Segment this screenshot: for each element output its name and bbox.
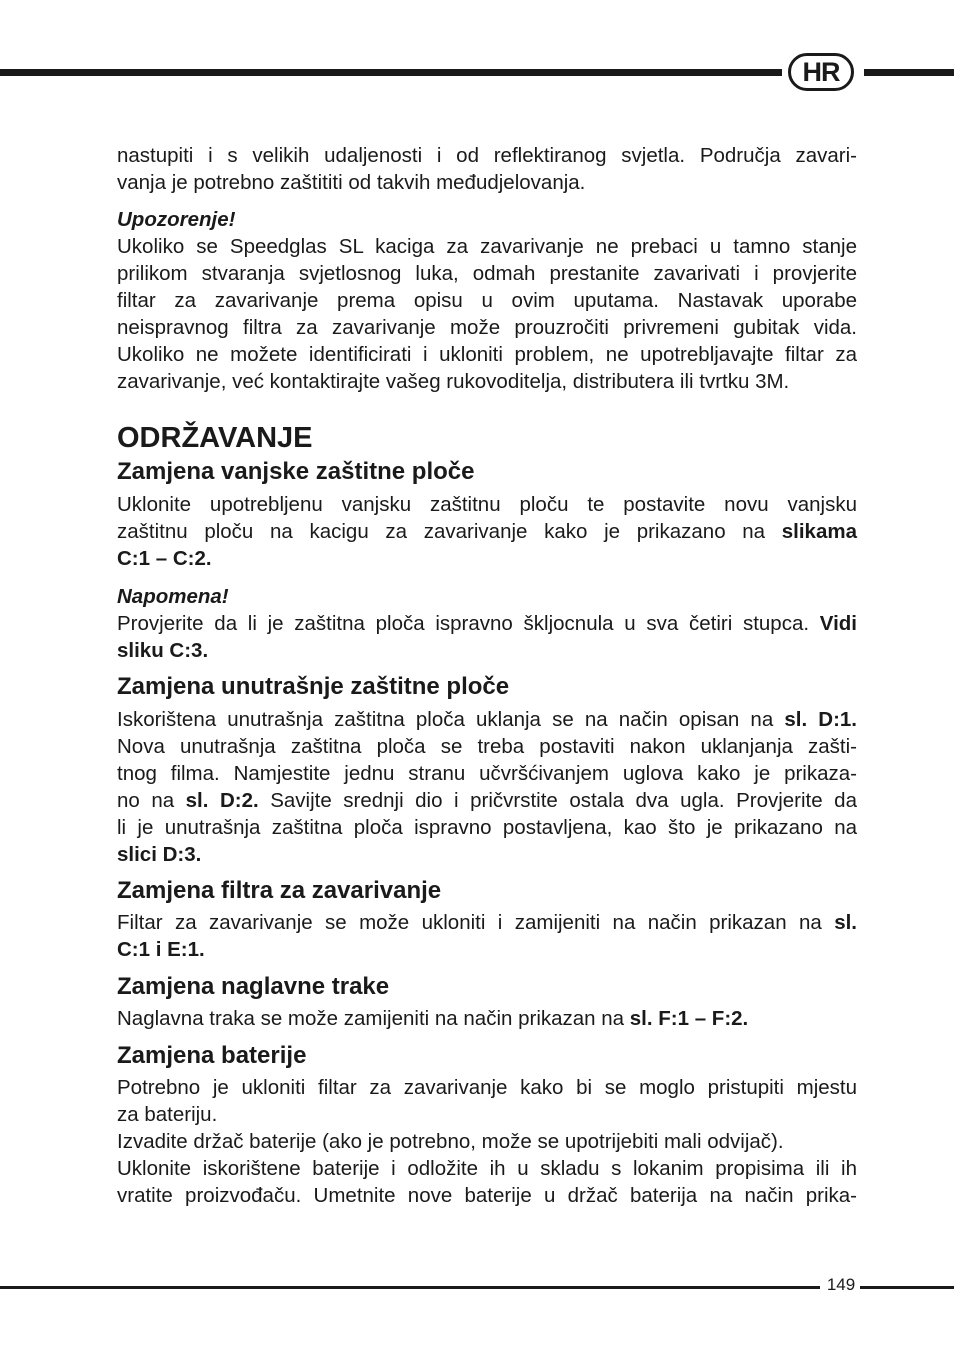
battery-heading: Zamjena baterije	[117, 1042, 307, 1069]
figure-reference: C:1 i E:1.	[117, 938, 205, 961]
inner-plate-line: Iskorištena unutrašnja zaštitna ploča uklanja se na način opisan na sl. D:1.	[117, 708, 857, 731]
headband-line: Naglavna traka se može zamijeniti na način prikazan na sl. F:1 – F:2.	[117, 1007, 749, 1030]
warning-line: neispravnog filtra za zavarivanje može prouzročiti privremeni gubitak vida.	[117, 316, 857, 339]
battery-paragraph	[117, 1074, 857, 1209]
warning-label: Upozorenje!	[117, 208, 236, 231]
filter-paragraph	[117, 909, 857, 963]
battery-line: za bateriju.	[117, 1103, 218, 1126]
figure-reference: Vidi	[819, 612, 857, 635]
filter-line: Filtar za zavarivanje se može ukloniti i zamijeniti na način prikazan na sl.	[117, 911, 857, 934]
battery-line: Potrebno je ukloniti filtar za zavarivanje kako bi se moglo pristupiti mjestu	[117, 1076, 857, 1099]
inner-plate-heading: Zamjena unutrašnje zaštitne ploče	[117, 673, 510, 700]
page-number: 149	[826, 1275, 856, 1294]
warning-line: filtar za zavarivanje prema opisu u ovim uputama. Nastavak uporabe	[117, 289, 857, 312]
outer-plate-paragraph	[117, 491, 857, 572]
inner-plate-line: tnog filma. Namjestite jednu stranu učvršćivanjem uglova kako je prikaza-	[117, 762, 857, 785]
outer-plate-line: Uklonite upotrebljenu vanjsku zaštitnu ploču te postavite novu vanjsku	[117, 493, 857, 516]
footer-rule-left	[0, 1286, 820, 1289]
figure-reference: sl.	[834, 911, 857, 934]
intro-paragraph	[117, 142, 857, 196]
figure-reference: C:1 – C:2.	[117, 547, 212, 570]
outer-plate-heading: Zamjena vanjske zaštitne ploče	[117, 458, 475, 485]
note-paragraph	[117, 610, 857, 664]
inner-plate-paragraph	[117, 706, 857, 868]
figure-reference: sliku C:3.	[117, 639, 209, 662]
intro-line: nastupiti i s velikih udaljenosti i od reflektiranog svjetla. Područja zavari-	[117, 144, 857, 167]
headband-heading: Zamjena naglavne trake	[117, 973, 390, 1000]
warning-line: Ukoliko se Speedglas SL kaciga za zavarivanje ne prebaci u tamno stanje	[117, 235, 857, 258]
note-line: Provjerite da li je zaštitna ploča ispravno škljocnula u sva četiri stupca. Vidi	[117, 612, 857, 635]
inner-plate-line: no na sl. D:2. Savijte srednji dio i pričvrstite ostala dva ugla. Provjerite da	[117, 789, 857, 812]
note-label: Napomena!	[117, 585, 229, 608]
battery-line: vratite proizvođaču. Umetnite nove baterije u držač baterija na način prika-	[117, 1184, 857, 1207]
inner-plate-line: Nova unutrašnja zaštitna ploča se treba postaviti nakon uklanjanja zašti-	[117, 735, 857, 758]
section-title: ODRŽAVANJE	[117, 422, 313, 454]
language-badge: HR	[788, 53, 854, 91]
figure-reference: sl. D:2.	[185, 789, 259, 812]
inner-plate-line: li je unutrašnja zaštitna ploča ispravno postavljena, kao što je prikazano na	[117, 816, 857, 839]
figure-reference: slikama	[781, 520, 857, 543]
intro-line: vanja je potrebno zaštititi od takvih međudjelovanja.	[117, 171, 586, 194]
header-rule-right	[864, 69, 954, 76]
figure-reference: sl. D:1.	[784, 708, 857, 731]
warning-line: zavarivanje, već kontaktirajte vašeg rukovoditelja, distributera ili tvrtku 3M.	[117, 370, 790, 393]
battery-line: Uklonite iskorištene baterije i odložite ih u skladu s lokanim propisima ili ih	[117, 1157, 857, 1180]
figure-reference: sl. F:1 – F:2.	[629, 1007, 749, 1030]
page-content	[117, 142, 857, 1209]
headband-paragraph	[117, 1005, 857, 1032]
battery-line: Izvadite držač baterije (ako je potrebno, može se upotrijebiti mali odvijač).	[117, 1130, 784, 1153]
warning-line: Ukoliko ne možete identificirati i ukloniti problem, ne upotrebljavajte filtar za	[117, 343, 857, 366]
warning-paragraph	[117, 233, 857, 395]
warning-line: prilikom stvaranja svjetlosnog luka, odmah prestanite zavarivati i provjerite	[117, 262, 857, 285]
figure-reference: slici D:3.	[117, 843, 202, 866]
outer-plate-line: zaštitnu ploču na kacigu za zavarivanje kako je prikazano na slikama	[117, 520, 857, 543]
filter-heading: Zamjena filtra za zavarivanje	[117, 877, 442, 904]
footer-rule-right	[860, 1286, 954, 1289]
header-rule-left	[0, 69, 782, 76]
